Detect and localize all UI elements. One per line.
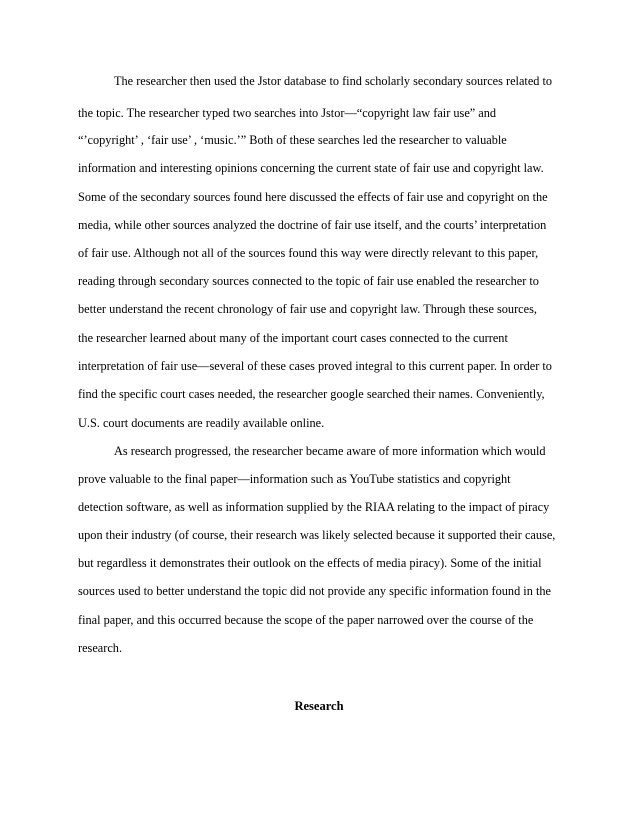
paragraph-2-line-8: research.	[78, 641, 123, 655]
paragraph-1-line-9: better understand the recent chronology of fair use and copyright law. Through these sources,	[78, 302, 537, 316]
paragraph-1-line-4: information and interesting opinions concerning the current state of fair use and copyright law.	[78, 161, 544, 175]
paragraph-2-line-4: upon their industry (of course, their research was likely selected because it supported their cause,	[78, 528, 556, 542]
paragraph-1-line-3: “’copyright’ , ‘fair use’ , ‘music.’” Both of these searches led the researcher to valuable	[78, 133, 507, 147]
paragraph-1-line-6: media, while other sources analyzed the doctrine of fair use itself, and the courts’ interpretation	[78, 218, 547, 232]
paragraph-1-line-1: The researcher then used the Jstor database to find scholarly secondary sources related to	[114, 74, 553, 88]
paragraph-2-line-1: As research progressed, the researcher became aware of more information which would	[114, 444, 546, 458]
paragraph-1-line-11: interpretation of fair use—several of these cases proved integral to this current paper. In order to	[78, 359, 552, 373]
paragraph-2-line-7: final paper, and this occurred because the scope of the paper narrowed over the course of the	[78, 613, 534, 627]
paragraph-2-line-6: sources used to better understand the topic did not provide any specific information found in the	[78, 584, 551, 598]
paragraph-1-line-10: the researcher learned about many of the important court cases connected to the current	[78, 331, 508, 345]
paragraph-1-line-13: U.S. court documents are readily available online.	[78, 416, 325, 430]
section-heading: Research	[294, 699, 344, 713]
paragraph-1-line-8: reading through secondary sources connected to the topic of fair use enabled the researcher to	[78, 274, 539, 288]
paragraph-2-line-2: prove valuable to the final paper—information such as YouTube statistics and copyright	[78, 472, 511, 486]
paragraph-1-line-2: the topic. The researcher typed two searches into Jstor—“copyright law fair use” and	[78, 106, 497, 120]
paragraph-2-line-3: detection software, as well as information supplied by the RIAA relating to the impact of piracy	[78, 500, 550, 514]
paragraph-1-line-12: find the specific court cases needed, the researcher google searched their names. Conveniently,	[78, 387, 545, 401]
paragraph-1-line-7: of fair use. Although not all of the sources found this way were directly relevant to this paper,	[78, 246, 539, 260]
paragraph-2-line-5: but regardless it demonstrates their outlook on the effects of media piracy). Some of the initial	[78, 556, 542, 570]
paragraph-1-line-5: Some of the secondary sources found here discussed the effects of fair use and copyright on the	[78, 190, 548, 204]
